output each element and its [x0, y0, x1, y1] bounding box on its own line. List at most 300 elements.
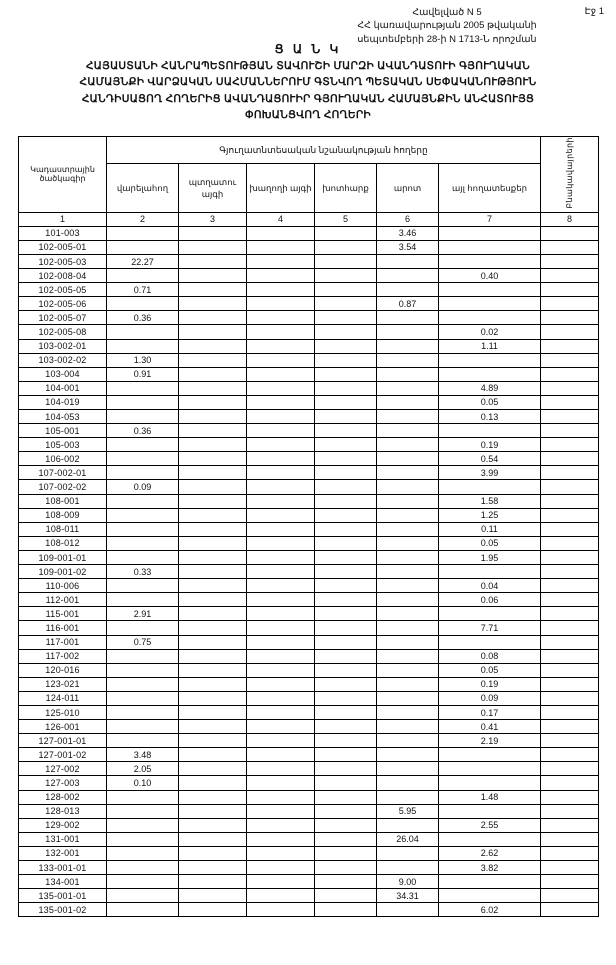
cell-cadastral-code: 109-001-02 — [19, 565, 107, 579]
cell-value-col6 — [377, 283, 439, 297]
cell-value-col7: 0.17 — [439, 705, 541, 719]
cell-value-col5 — [315, 254, 377, 268]
cell-value-col5 — [315, 353, 377, 367]
column-number-5: 5 — [315, 212, 377, 226]
cell-value-col4 — [247, 593, 315, 607]
table-row — [19, 832, 599, 846]
cell-cadastral-code: 127-001-02 — [19, 748, 107, 762]
cell-value-col7: 0.54 — [439, 452, 541, 466]
cell-value-col7: 0.19 — [439, 677, 541, 691]
cell-value-col4 — [247, 508, 315, 522]
cell-value-col3 — [179, 381, 247, 395]
cell-value-col2 — [107, 861, 179, 875]
cell-cadastral-code: 102-005-07 — [19, 311, 107, 325]
cell-value-col4 — [247, 861, 315, 875]
cell-value-col6 — [377, 663, 439, 677]
cell-value-col4 — [247, 536, 315, 550]
cell-cadastral-code: 104-053 — [19, 410, 107, 424]
cell-value-col5 — [315, 269, 377, 283]
cell-value-col7 — [439, 762, 541, 776]
cell-value-col6 — [377, 550, 439, 564]
cell-value-col8 — [541, 522, 599, 536]
cell-value-col7: 0.41 — [439, 720, 541, 734]
cell-value-col7: 0.08 — [439, 649, 541, 663]
cell-cadastral-code: 127-003 — [19, 776, 107, 790]
cell-value-col8 — [541, 861, 599, 875]
cell-value-col6 — [377, 861, 439, 875]
cell-value-col6 — [377, 635, 439, 649]
cell-value-col3 — [179, 452, 247, 466]
annex-line-2: ՀՀ կառավարության 2005 թվականի — [357, 20, 537, 32]
cell-cadastral-code: 102-005-08 — [19, 325, 107, 339]
cell-value-col7: 3.99 — [439, 466, 541, 480]
cell-value-col6 — [377, 269, 439, 283]
cell-value-col3 — [179, 522, 247, 536]
cell-value-col2: 0.10 — [107, 776, 179, 790]
column-header-hayfield: խոտհարք — [315, 164, 377, 212]
table-row — [19, 565, 599, 579]
column-header-cadastral-code: Կադաստրային ծածկագիր — [19, 137, 107, 213]
table-row — [19, 846, 599, 860]
cell-cadastral-code: 128-002 — [19, 790, 107, 804]
cell-cadastral-code: 102-005-01 — [19, 240, 107, 254]
cell-value-col4 — [247, 663, 315, 677]
cell-value-col3 — [179, 691, 247, 705]
cell-value-col4 — [247, 818, 315, 832]
cell-cadastral-code: 105-001 — [19, 424, 107, 438]
cell-value-col5 — [315, 776, 377, 790]
cell-value-col4 — [247, 240, 315, 254]
cell-value-col8 — [541, 410, 599, 424]
table-row — [19, 536, 599, 550]
cell-value-col3 — [179, 720, 247, 734]
cell-value-col2 — [107, 325, 179, 339]
cell-value-col4 — [247, 903, 315, 917]
table-row — [19, 452, 599, 466]
cell-value-col7 — [439, 889, 541, 903]
cell-value-col4 — [247, 677, 315, 691]
cell-value-col5 — [315, 579, 377, 593]
cell-value-col4 — [247, 254, 315, 268]
cell-value-col4 — [247, 494, 315, 508]
cell-value-col7 — [439, 311, 541, 325]
cell-value-col5 — [315, 889, 377, 903]
cell-value-col5 — [315, 480, 377, 494]
table-row — [19, 861, 599, 875]
cell-value-col8 — [541, 367, 599, 381]
cell-value-col8 — [541, 720, 599, 734]
cell-value-col6 — [377, 846, 439, 860]
cell-value-col3 — [179, 424, 247, 438]
cell-value-col8 — [541, 325, 599, 339]
cell-value-col6 — [377, 522, 439, 536]
cell-value-col6 — [377, 353, 439, 367]
cell-value-col5 — [315, 705, 377, 719]
cell-value-col6 — [377, 452, 439, 466]
cell-value-col6 — [377, 480, 439, 494]
cell-cadastral-code: 108-001 — [19, 494, 107, 508]
cell-value-col8 — [541, 297, 599, 311]
cell-value-col4 — [247, 804, 315, 818]
cell-cadastral-code: 125-010 — [19, 705, 107, 719]
cell-value-col3 — [179, 410, 247, 424]
cell-value-col2 — [107, 621, 179, 635]
cell-value-col2 — [107, 240, 179, 254]
cell-value-col7: 2.55 — [439, 818, 541, 832]
cell-value-col2 — [107, 832, 179, 846]
cell-value-col8 — [541, 466, 599, 480]
cell-value-col5 — [315, 381, 377, 395]
cell-value-col6 — [377, 339, 439, 353]
cell-value-col6: 9.00 — [377, 875, 439, 889]
cell-value-col5 — [315, 663, 377, 677]
cell-value-col5 — [315, 226, 377, 240]
cell-value-col2: 0.75 — [107, 635, 179, 649]
cell-value-col6 — [377, 691, 439, 705]
cell-value-col3 — [179, 508, 247, 522]
annex-header — [316, 6, 578, 46]
cell-value-col8 — [541, 550, 599, 564]
cell-value-col3 — [179, 536, 247, 550]
cell-value-col3 — [179, 494, 247, 508]
table-row — [19, 353, 599, 367]
table-row — [19, 649, 599, 663]
cell-value-col2 — [107, 903, 179, 917]
cell-value-col2: 0.71 — [107, 283, 179, 297]
cell-value-col3 — [179, 776, 247, 790]
cell-value-col6 — [377, 903, 439, 917]
cell-value-col7 — [439, 875, 541, 889]
cell-value-col3 — [179, 705, 247, 719]
cell-value-col2 — [107, 410, 179, 424]
table-row — [19, 550, 599, 564]
cell-value-col3 — [179, 367, 247, 381]
cell-value-col8 — [541, 240, 599, 254]
cell-value-col5 — [315, 790, 377, 804]
table-row — [19, 748, 599, 762]
cell-value-col4 — [247, 734, 315, 748]
cell-value-col3 — [179, 438, 247, 452]
cell-value-col7: 2.19 — [439, 734, 541, 748]
table-row — [19, 381, 599, 395]
cell-cadastral-code: 105-003 — [19, 438, 107, 452]
cell-value-col8 — [541, 875, 599, 889]
cell-value-col8 — [541, 339, 599, 353]
cell-value-col3 — [179, 325, 247, 339]
cell-value-col6 — [377, 621, 439, 635]
cell-value-col6 — [377, 720, 439, 734]
cell-value-col8 — [541, 269, 599, 283]
column-header-pasture: արոտ — [377, 164, 439, 212]
cell-value-col7: 0.11 — [439, 522, 541, 536]
cell-value-col4 — [247, 720, 315, 734]
cell-value-col8 — [541, 889, 599, 903]
cell-value-col2 — [107, 705, 179, 719]
cell-value-col2 — [107, 395, 179, 409]
cell-value-col3 — [179, 790, 247, 804]
cell-cadastral-code: 123-021 — [19, 677, 107, 691]
column-header-orchard: պտղատու այգի — [179, 164, 247, 212]
cell-cadastral-code: 127-002 — [19, 762, 107, 776]
cell-value-col7: 0.05 — [439, 395, 541, 409]
cell-cadastral-code: 127-001-01 — [19, 734, 107, 748]
cell-value-col3 — [179, 565, 247, 579]
cell-value-col2: 2.05 — [107, 762, 179, 776]
cell-value-col4 — [247, 367, 315, 381]
cell-value-col7: 0.09 — [439, 691, 541, 705]
table-row — [19, 790, 599, 804]
cell-value-col8 — [541, 607, 599, 621]
cell-value-col5 — [315, 649, 377, 663]
cell-value-col3 — [179, 861, 247, 875]
cell-value-col4 — [247, 438, 315, 452]
cell-cadastral-code: 128-013 — [19, 804, 107, 818]
cell-value-col6 — [377, 790, 439, 804]
cell-value-col8 — [541, 381, 599, 395]
cell-value-col6 — [377, 818, 439, 832]
cell-value-col8 — [541, 903, 599, 917]
cell-value-col2 — [107, 522, 179, 536]
cell-cadastral-code: 120-016 — [19, 663, 107, 677]
cell-value-col7 — [439, 607, 541, 621]
cell-value-col8 — [541, 452, 599, 466]
cell-value-col5 — [315, 550, 377, 564]
cell-value-col2: 0.33 — [107, 565, 179, 579]
cell-value-col4 — [247, 649, 315, 663]
cell-value-col7: 3.82 — [439, 861, 541, 875]
cell-value-col4 — [247, 621, 315, 635]
cell-cadastral-code: 108-009 — [19, 508, 107, 522]
cell-value-col6 — [377, 649, 439, 663]
cell-value-col4 — [247, 311, 315, 325]
cell-value-col2: 2.91 — [107, 607, 179, 621]
cell-value-col4 — [247, 424, 315, 438]
cell-value-col8 — [541, 565, 599, 579]
table-row — [19, 269, 599, 283]
cell-value-col2: 3.48 — [107, 748, 179, 762]
cell-cadastral-code: 135-001-02 — [19, 903, 107, 917]
cell-value-col4 — [247, 550, 315, 564]
cell-value-col2 — [107, 790, 179, 804]
cell-cadastral-code: 109-001-01 — [19, 550, 107, 564]
cell-value-col4 — [247, 607, 315, 621]
cell-value-col7: 6.02 — [439, 903, 541, 917]
cell-value-col5 — [315, 536, 377, 550]
cell-value-col8 — [541, 438, 599, 452]
cell-value-col3 — [179, 593, 247, 607]
cell-value-col7 — [439, 283, 541, 297]
cell-value-col4 — [247, 565, 315, 579]
cell-value-col4 — [247, 889, 315, 903]
cell-value-col5 — [315, 691, 377, 705]
cell-value-col2 — [107, 649, 179, 663]
cell-value-col8 — [541, 762, 599, 776]
cell-value-col5 — [315, 677, 377, 691]
cell-value-col3 — [179, 550, 247, 564]
table-row — [19, 395, 599, 409]
cell-value-col6 — [377, 311, 439, 325]
cell-value-col2 — [107, 438, 179, 452]
cell-value-col2: 0.91 — [107, 367, 179, 381]
cell-value-col8 — [541, 395, 599, 409]
cell-value-col7: 0.40 — [439, 269, 541, 283]
title-line-1: ՀԱՅԱՍՏԱՆԻ ՀԱՆՐԱՊԵՏՈՒԹՅԱՆ ՏԱՎՈՒՇԻ ՄԱՐԶԻ ԱՎԱՆԴԱՏՈՒԻ ԳՅՈՒՂԱԿԱՆ — [85, 60, 530, 72]
cell-value-col8 — [541, 663, 599, 677]
cell-value-col8 — [541, 353, 599, 367]
cell-value-col2 — [107, 550, 179, 564]
cell-value-col6 — [377, 579, 439, 593]
cell-value-col6 — [377, 776, 439, 790]
cell-value-col7: 2.62 — [439, 846, 541, 860]
cell-value-col5 — [315, 522, 377, 536]
cell-value-col8 — [541, 804, 599, 818]
cell-value-col4 — [247, 283, 315, 297]
cell-value-col4 — [247, 480, 315, 494]
cell-value-col4 — [247, 395, 315, 409]
cell-value-col7 — [439, 804, 541, 818]
cell-value-col3 — [179, 846, 247, 860]
cell-cadastral-code: 132-001 — [19, 846, 107, 860]
cell-value-col4 — [247, 705, 315, 719]
cell-value-col3 — [179, 607, 247, 621]
title-line-3: ՀԱՆԴԻՍԱՑՈՂ ՀՈՂԵՐԻՑ ԱՎԱՆԴԱՑՈՒԻՐ ԳՅՈՒՂԱԿԱՆ ՀԱՄԱՅՆՔԻՆ ԱՆՀԱՏՈՒՅՑ — [81, 92, 535, 105]
table-row — [19, 424, 599, 438]
cell-value-col7: 1.48 — [439, 790, 541, 804]
cell-value-col2 — [107, 381, 179, 395]
cell-value-col8 — [541, 311, 599, 325]
cell-value-col5 — [315, 297, 377, 311]
cell-value-col4 — [247, 748, 315, 762]
cell-value-col8 — [541, 621, 599, 635]
cell-cadastral-code: 104-019 — [19, 395, 107, 409]
column-number-1: 1 — [19, 212, 107, 226]
cell-value-col2 — [107, 494, 179, 508]
cell-value-col3 — [179, 395, 247, 409]
cell-value-col7 — [439, 226, 541, 240]
cell-cadastral-code: 102-008-04 — [19, 269, 107, 283]
cell-value-col8 — [541, 691, 599, 705]
cell-value-col5 — [315, 903, 377, 917]
cell-value-col7: 1.25 — [439, 508, 541, 522]
cell-value-col4 — [247, 691, 315, 705]
cell-cadastral-code: 117-001 — [19, 635, 107, 649]
cell-value-col2 — [107, 226, 179, 240]
cell-cadastral-code: 117-002 — [19, 649, 107, 663]
cell-value-col3 — [179, 804, 247, 818]
cell-value-col4 — [247, 466, 315, 480]
column-number-8: 8 — [541, 212, 599, 226]
cell-value-col5 — [315, 846, 377, 860]
cell-value-col8 — [541, 254, 599, 268]
table-row — [19, 367, 599, 381]
cell-value-col5 — [315, 762, 377, 776]
cell-value-col6 — [377, 367, 439, 381]
cell-value-col5 — [315, 593, 377, 607]
cell-cadastral-code: 129-002 — [19, 818, 107, 832]
cell-value-col4 — [247, 452, 315, 466]
cell-value-col6 — [377, 424, 439, 438]
cell-value-col5 — [315, 875, 377, 889]
cell-value-col6 — [377, 438, 439, 452]
cell-value-col5 — [315, 734, 377, 748]
cell-value-col8 — [541, 776, 599, 790]
cell-value-col3 — [179, 762, 247, 776]
cell-value-col3 — [179, 748, 247, 762]
cell-value-col3 — [179, 226, 247, 240]
cell-value-col3 — [179, 832, 247, 846]
cell-value-col5 — [315, 466, 377, 480]
cell-cadastral-code: 124-011 — [19, 691, 107, 705]
cell-cadastral-code: 110-006 — [19, 579, 107, 593]
cell-value-col7: 0.06 — [439, 593, 541, 607]
cell-value-col2 — [107, 875, 179, 889]
cell-value-col6 — [377, 677, 439, 691]
table-row — [19, 663, 599, 677]
cell-value-col2 — [107, 339, 179, 353]
cell-value-col2 — [107, 579, 179, 593]
cell-value-col2 — [107, 466, 179, 480]
cell-value-col6: 34.31 — [377, 889, 439, 903]
cell-cadastral-code: 108-011 — [19, 522, 107, 536]
cell-value-col3 — [179, 254, 247, 268]
cell-cadastral-code: 101-003 — [19, 226, 107, 240]
table-row — [19, 240, 599, 254]
cell-value-col7 — [439, 480, 541, 494]
cell-value-col4 — [247, 381, 315, 395]
cell-value-col5 — [315, 395, 377, 409]
cell-value-col4 — [247, 269, 315, 283]
cell-value-col5 — [315, 748, 377, 762]
cell-value-col7: 1.95 — [439, 550, 541, 564]
cell-value-col3 — [179, 677, 247, 691]
cell-value-col8 — [541, 508, 599, 522]
cell-value-col6 — [377, 508, 439, 522]
column-header-vineyard: խաղողի այգի — [247, 164, 315, 212]
cell-value-col2 — [107, 818, 179, 832]
cell-value-col5 — [315, 311, 377, 325]
cell-value-col3 — [179, 649, 247, 663]
cell-cadastral-code: 131-001 — [19, 832, 107, 846]
cell-value-col3 — [179, 283, 247, 297]
column-group-header-agricultural: Գյուղատնտեսական նշանակության հողերը — [107, 137, 541, 164]
column-number-3: 3 — [179, 212, 247, 226]
cell-value-col5 — [315, 861, 377, 875]
cell-value-col8 — [541, 705, 599, 719]
cell-cadastral-code: 107-002-02 — [19, 480, 107, 494]
cell-value-col2 — [107, 536, 179, 550]
column-header-settlements-label: Բնակավայրերի — [564, 137, 574, 209]
cell-value-col6 — [377, 593, 439, 607]
cell-value-col7: 0.13 — [439, 410, 541, 424]
cell-value-col6 — [377, 410, 439, 424]
cell-value-col3 — [179, 297, 247, 311]
cell-value-col5 — [315, 325, 377, 339]
cell-value-col5 — [315, 339, 377, 353]
cell-value-col6 — [377, 762, 439, 776]
cell-value-col7 — [439, 748, 541, 762]
cell-value-col5 — [315, 283, 377, 297]
cell-value-col8 — [541, 480, 599, 494]
table-row — [19, 579, 599, 593]
cell-value-col3 — [179, 621, 247, 635]
annex-line-3: սեպտեմբերի 28-ի N 1713-Ն որոշման — [357, 33, 537, 45]
cell-value-col3 — [179, 889, 247, 903]
cell-value-col8 — [541, 790, 599, 804]
cell-value-col2 — [107, 720, 179, 734]
table-row — [19, 325, 599, 339]
column-number-4: 4 — [247, 212, 315, 226]
cell-value-col5 — [315, 607, 377, 621]
